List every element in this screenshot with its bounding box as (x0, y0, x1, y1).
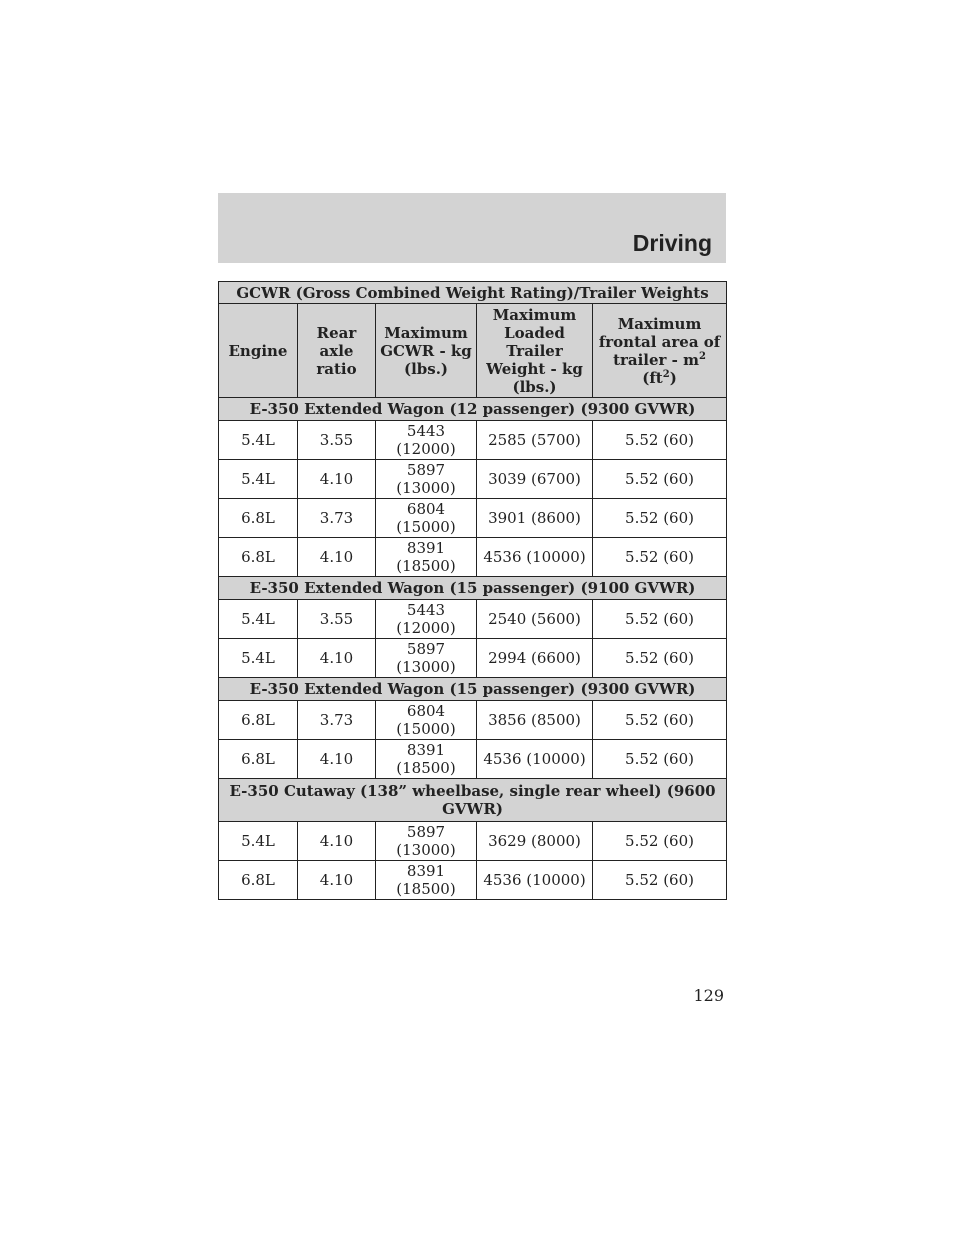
cell-axle-ratio: 4.10 (298, 822, 376, 861)
cell-frontal-area: 5.52 (60) (593, 499, 727, 538)
gcwr-kg: 6804 (406, 702, 446, 720)
column-header-engine: Engine (219, 304, 298, 398)
group-row (219, 678, 727, 701)
cell-gcwr (376, 421, 477, 460)
cell-engine: 5.4L (219, 421, 298, 460)
cell-engine: 6.8L (219, 538, 298, 577)
cell-engine: 6.8L (219, 861, 298, 900)
cell-trailer-weight: 3039 (6700) (477, 460, 593, 499)
cell-trailer-weight: 2540 (5600) (477, 600, 593, 639)
gcwr-lbs: (13000) (396, 658, 456, 676)
gcwr-kg: 8391 (406, 741, 446, 759)
column-header-row (219, 304, 727, 398)
table-title: GCWR (Gross Combined Weight Rating)/Trailer Weights (219, 282, 727, 304)
table-row (219, 460, 727, 499)
cell-engine: 5.4L (219, 460, 298, 499)
table-row (219, 600, 727, 639)
cell-trailer-weight: 4536 (10000) (477, 538, 593, 577)
gcwr-kg: 5897 (406, 461, 446, 479)
cell-gcwr (376, 701, 477, 740)
gcwr-lbs: (13000) (396, 841, 456, 859)
cell-axle-ratio: 3.55 (298, 600, 376, 639)
column-header-axle-ratio: Rear axle ratio (298, 304, 376, 398)
group-label: E-350 Extended Wagon (12 passenger) (9300 GVWR) (219, 398, 727, 421)
cell-gcwr (376, 499, 477, 538)
gcwr-kg: 8391 (406, 862, 446, 880)
gcwr-lbs: (12000) (396, 440, 456, 458)
group-row (219, 779, 727, 822)
cell-frontal-area: 5.52 (60) (593, 701, 727, 740)
gcwr-lbs: (18500) (396, 557, 456, 575)
cell-axle-ratio: 3.73 (298, 499, 376, 538)
group-row (219, 577, 727, 600)
table-row (219, 822, 727, 861)
cell-gcwr (376, 538, 477, 577)
gcwr-lbs: (18500) (396, 759, 456, 777)
cell-axle-ratio: 3.55 (298, 421, 376, 460)
cell-axle-ratio: 4.10 (298, 639, 376, 678)
group-row (219, 398, 727, 421)
cell-engine: 6.8L (219, 701, 298, 740)
gcwr-kg: 5897 (406, 823, 446, 841)
cell-engine: 6.8L (219, 740, 298, 779)
cell-frontal-area: 5.52 (60) (593, 861, 727, 900)
frontal-area-text: Maximum frontal area of trailer - m (598, 314, 721, 369)
section-header (218, 193, 726, 263)
gcwr-kg: 8391 (406, 539, 446, 557)
table-row (219, 538, 727, 577)
cell-axle-ratio: 4.10 (298, 460, 376, 499)
cell-trailer-weight: 3901 (8600) (477, 499, 593, 538)
gcwr-lbs: (13000) (396, 479, 456, 497)
table-row (219, 861, 727, 900)
cell-trailer-weight: 4536 (10000) (477, 740, 593, 779)
cell-frontal-area: 5.52 (60) (593, 538, 727, 577)
cell-frontal-area: 5.52 (60) (593, 460, 727, 499)
gcwr-kg: 6804 (406, 500, 446, 518)
frontal-area-ft-close: ) (669, 368, 677, 387)
cell-trailer-weight: 3629 (8000) (477, 822, 593, 861)
cell-frontal-area: 5.52 (60) (593, 822, 727, 861)
frontal-area-sup-1: 2 (699, 350, 706, 362)
group-label: E-350 Extended Wagon (15 passenger) (9300 GVWR) (219, 678, 727, 701)
cell-frontal-area: 5.52 (60) (593, 740, 727, 779)
gcwr-kg: 5897 (406, 640, 446, 658)
table-title-row (219, 282, 727, 304)
table-body (219, 398, 727, 900)
cell-gcwr (376, 639, 477, 678)
gcwr-lbs: (18500) (396, 880, 456, 898)
cell-gcwr (376, 861, 477, 900)
page-number: 129 (693, 986, 724, 1005)
cell-engine: 5.4L (219, 639, 298, 678)
cell-engine: 5.4L (219, 600, 298, 639)
group-label: E-350 Cutaway (138” wheelbase, single rear wheel) (9600 GVWR) (219, 779, 727, 822)
cell-gcwr (376, 822, 477, 861)
cell-trailer-weight: 4536 (10000) (477, 861, 593, 900)
table-row (219, 639, 727, 678)
cell-gcwr (376, 600, 477, 639)
cell-frontal-area: 5.52 (60) (593, 639, 727, 678)
cell-axle-ratio: 3.73 (298, 701, 376, 740)
cell-engine: 6.8L (219, 499, 298, 538)
frontal-area-sup-2: 2 (662, 368, 670, 380)
gcwr-lbs: (15000) (396, 518, 456, 536)
gcwr-lbs: (15000) (396, 720, 456, 738)
cell-axle-ratio: 4.10 (298, 538, 376, 577)
cell-gcwr (376, 740, 477, 779)
cell-trailer-weight: 2994 (6600) (477, 639, 593, 678)
gcwr-kg: 5443 (406, 601, 446, 619)
cell-trailer-weight: 2585 (5700) (477, 421, 593, 460)
cell-frontal-area: 5.52 (60) (593, 600, 727, 639)
cell-trailer-weight: 3856 (8500) (477, 701, 593, 740)
frontal-area-ft-open: (ft (642, 368, 663, 387)
table-row (219, 421, 727, 460)
cell-axle-ratio: 4.10 (298, 861, 376, 900)
gcwr-kg: 5443 (406, 422, 446, 440)
cell-gcwr (376, 460, 477, 499)
table-row (219, 499, 727, 538)
cell-axle-ratio: 4.10 (298, 740, 376, 779)
column-header-frontal-area (593, 304, 727, 398)
group-label: E-350 Extended Wagon (15 passenger) (9100 GVWR) (219, 577, 727, 600)
gcwr-lbs: (12000) (396, 619, 456, 637)
cell-engine: 5.4L (219, 822, 298, 861)
cell-frontal-area: 5.52 (60) (593, 421, 727, 460)
section-title: Driving (632, 230, 712, 256)
gcwr-table (218, 281, 727, 900)
column-header-gcwr: Maximum GCWR - kg (lbs.) (376, 304, 477, 398)
table-row (219, 740, 727, 779)
table-row (219, 701, 727, 740)
column-header-trailer-weight: Maximum Loaded Trailer Weight - kg (lbs.) (477, 304, 593, 398)
